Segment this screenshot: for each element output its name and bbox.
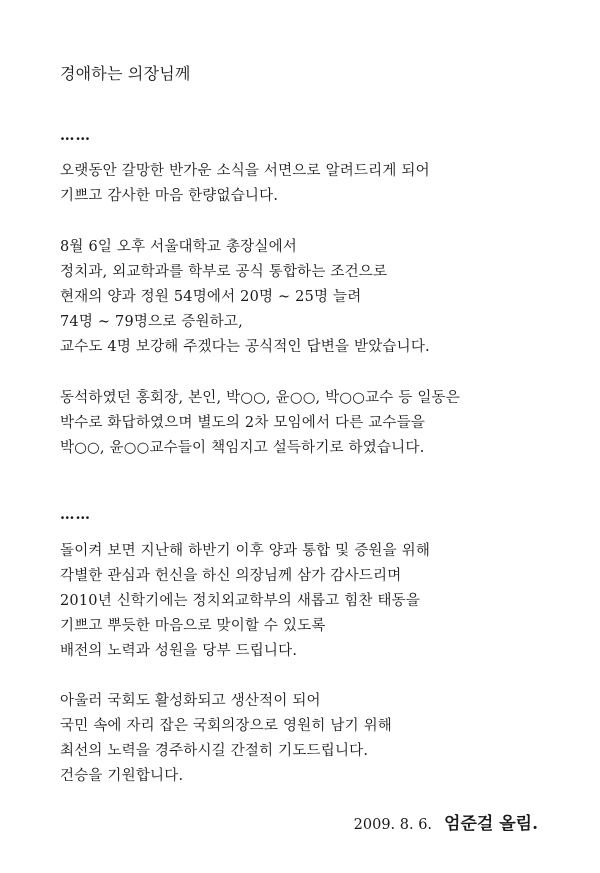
paragraph-4-line-3: 2010년 신학기에는 정치외교학부의 새롭고 힘찬 태동을 [60, 593, 421, 609]
paragraph-4-line-1: 돌이켜 보면 지난해 하반기 이후 양과 통합 및 증원을 위해 [60, 543, 431, 559]
paragraph-2-line-2: 정치과, 외교학과를 학부로 공식 통합하는 조건으로 [60, 264, 388, 280]
paragraph-2-line-4: 74명 ~ 79명으로 증원하고, [60, 314, 243, 330]
paragraph-2-line-5: 교수도 4명 보강해 주겠다는 공식적인 답변을 받았습니다. [60, 339, 430, 355]
paragraph-2-line-1: 8월 6일 오후 서울대학교 총장실에서 [60, 239, 297, 255]
paragraph-5-line-1: 아울러 국회도 활성화되고 생산적이 되어 [60, 693, 321, 709]
paragraph-3-line-3: 박○○, 윤○○교수들이 책임지고 설득하기로 하였습니다. [60, 440, 425, 456]
signature-block [354, 814, 538, 835]
paragraph-3-line-1: 동석하였던 홍회장, 본인, 박○○, 윤○○, 박○○교수 등 일동은 [60, 390, 460, 406]
salutation: 경애하는 의장님께 [60, 64, 191, 83]
paragraph-2-line-3: 현재의 양과 정원 54명에서 20명 ~ 25명 늘려 [60, 289, 362, 305]
paragraph-1-line-2: 기쁘고 감사한 마음 한량없습니다. [60, 188, 279, 204]
paragraph-5-line-4: 건승을 기원합니다. [60, 768, 184, 784]
signature-date: 2009. 8. 6. [353, 817, 433, 833]
paragraph-3-line-2: 박수로 화답하였으며 별도의 2차 모임에서 다른 교수들을 [60, 415, 426, 431]
paragraph-1-line-1: 오랫동안 갈망한 반가운 소식을 서면으로 알려드리게 되어 [60, 163, 430, 179]
paragraph-4-line-2: 각별한 관심과 헌신을 하신 의장님께 삼가 감사드리며 [60, 568, 402, 584]
paragraph-5-line-3: 최선의 노력을 경주하시길 간절히 기도드립니다. [60, 743, 369, 759]
paragraph-4-line-5: 배전의 노력과 성원을 당부 드립니다. [60, 643, 298, 659]
signature-name: 엄준걸 올림. [444, 814, 538, 834]
separator-dots: …… [60, 127, 91, 144]
separator-dots: …… [60, 506, 91, 523]
paragraph-5-line-2: 국민 속에 자리 잡은 국회의장으로 영원히 남기 위해 [60, 718, 393, 734]
paragraph-4-line-4: 기쁘고 뿌듯한 마음으로 맞이할 수 있도록 [60, 618, 326, 634]
